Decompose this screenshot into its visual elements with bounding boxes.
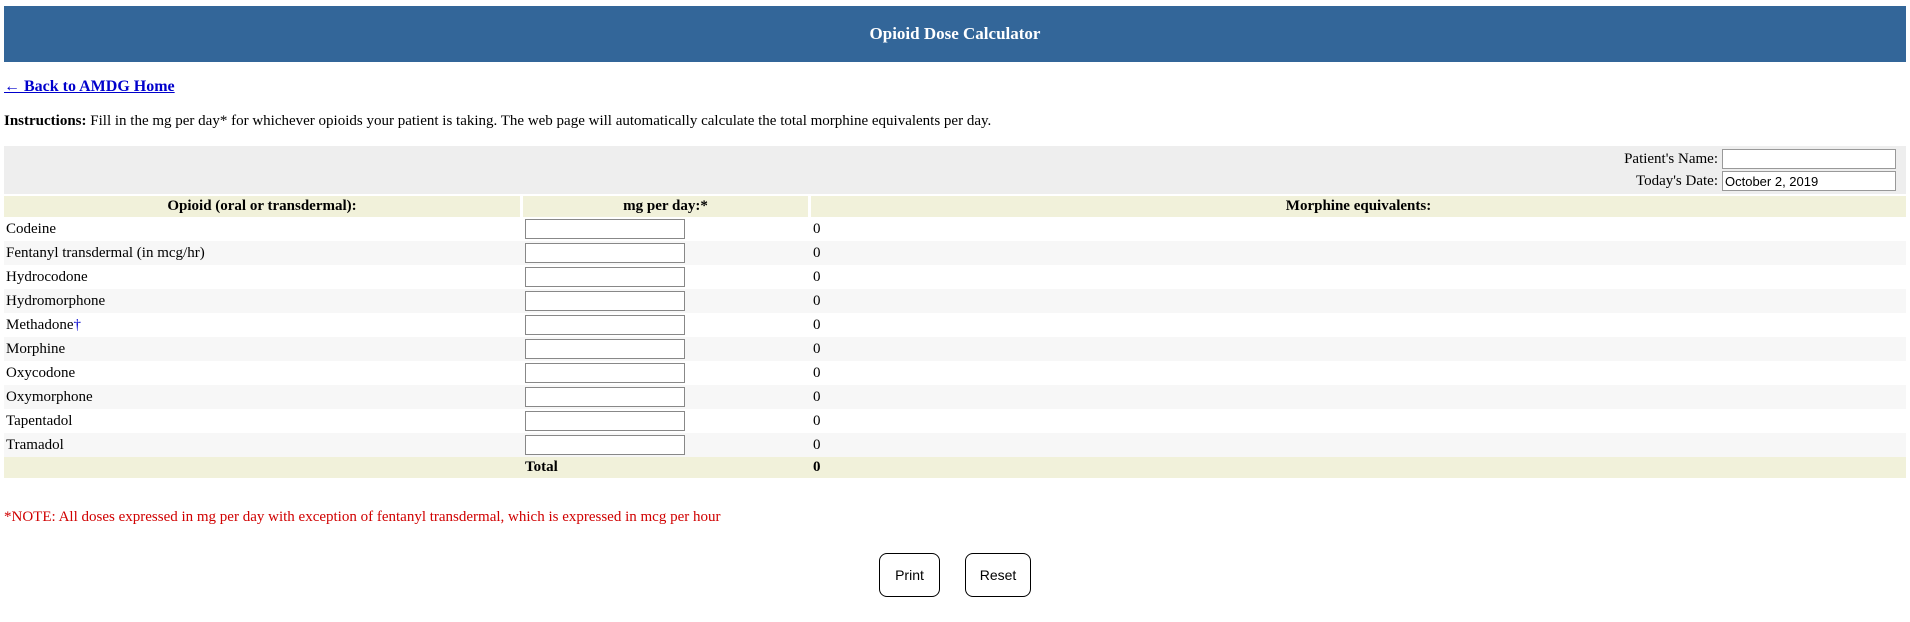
opioid-name: Fentanyl transdermal (in mcg/hr)	[4, 241, 523, 265]
table-row	[4, 361, 1906, 385]
back-to-home-link[interactable]: ← Back to AMDG Home	[4, 78, 175, 95]
morphine-equivalent-value: 0	[811, 337, 1906, 361]
opioid-name: Hydrocodone	[6, 268, 88, 285]
todays-date-input[interactable]	[1722, 171, 1896, 191]
print-button[interactable]: Print	[879, 553, 940, 597]
total-value: 0	[811, 457, 1906, 478]
opioid-table	[4, 196, 1906, 478]
todays-date-row	[1636, 171, 1896, 191]
instructions-text: Fill in the mg per day* for whichever opioids your patient is taking. The web page will automatically calculate the total morphine equivalents per day.	[86, 113, 992, 129]
oxymorphone-mg-input[interactable]	[525, 387, 685, 407]
hydromorphone-mg-input[interactable]	[525, 291, 685, 311]
column-header-mg-per-day: mg per day:*	[523, 196, 811, 217]
morphine-equivalent-value: 0	[811, 385, 1906, 409]
instructions	[4, 113, 991, 130]
opioid-name: Hydromorphone	[4, 289, 523, 313]
codeine-mg-input[interactable]	[525, 219, 685, 239]
total-label: Total	[523, 457, 811, 478]
reset-button[interactable]: Reset	[965, 553, 1031, 597]
opioid-name: Codeine	[6, 220, 56, 237]
fentanyl-mcg-input[interactable]	[525, 243, 685, 263]
table-row	[4, 313, 1906, 337]
dosage-note: *NOTE: All doses expressed in mg per day with exception of fentanyl transdermal, which is expressed in mcg per hour	[4, 509, 721, 525]
column-header-opioid: Opioid (oral or transdermal):	[4, 196, 523, 217]
todays-date-label: Today's Date:	[1635, 172, 1718, 189]
column-header-morphine-equivalents: Morphine equivalents:	[811, 196, 1906, 217]
total-row	[4, 457, 1906, 478]
hydrocodone-mg-input[interactable]	[525, 267, 685, 287]
morphine-equivalent-value: 0	[813, 364, 821, 381]
opioid-name: Oxycodone	[6, 364, 76, 381]
morphine-mg-input[interactable]	[525, 339, 685, 359]
morphine-equivalent-value: 0	[813, 268, 821, 285]
morphine-equivalent-value: 0	[811, 241, 1906, 265]
table-row	[4, 409, 1906, 433]
patient-name-row	[1624, 149, 1896, 169]
instructions-label: Instructions:	[4, 113, 87, 129]
methadone-mg-input[interactable]	[525, 315, 685, 335]
morphine-equivalent-value: 0	[813, 220, 821, 237]
morphine-equivalent-value: 0	[811, 433, 1906, 457]
methadone-footnote-mark: †	[73, 316, 81, 333]
opioid-name: Methadone	[6, 316, 74, 333]
patient-name-label: Patient's Name:	[1624, 150, 1718, 167]
opioid-name: Tapentadol	[6, 412, 73, 429]
opioid-name: Oxymorphone	[4, 385, 523, 409]
morphine-equivalent-value: 0	[813, 412, 821, 429]
table-row	[4, 217, 1906, 241]
table-row	[4, 241, 1906, 265]
opioid-name: Morphine	[4, 337, 523, 361]
patient-name-input[interactable]	[1722, 149, 1896, 169]
tapentadol-mg-input[interactable]	[525, 411, 685, 431]
table-header-row	[4, 196, 1906, 217]
morphine-equivalent-value: 0	[813, 316, 821, 333]
tramadol-mg-input[interactable]	[525, 435, 685, 455]
table-row	[4, 337, 1906, 361]
patient-info-panel	[4, 146, 1906, 194]
table-row	[4, 289, 1906, 313]
page-title: Opioid Dose Calculator	[869, 24, 1041, 43]
table-row	[4, 385, 1906, 409]
page-title-banner	[4, 6, 1906, 62]
oxycodone-mg-input[interactable]	[525, 363, 685, 383]
morphine-equivalent-value: 0	[811, 289, 1906, 313]
table-row	[4, 265, 1906, 289]
table-row	[4, 433, 1906, 457]
opioid-name: Tramadol	[4, 433, 523, 457]
